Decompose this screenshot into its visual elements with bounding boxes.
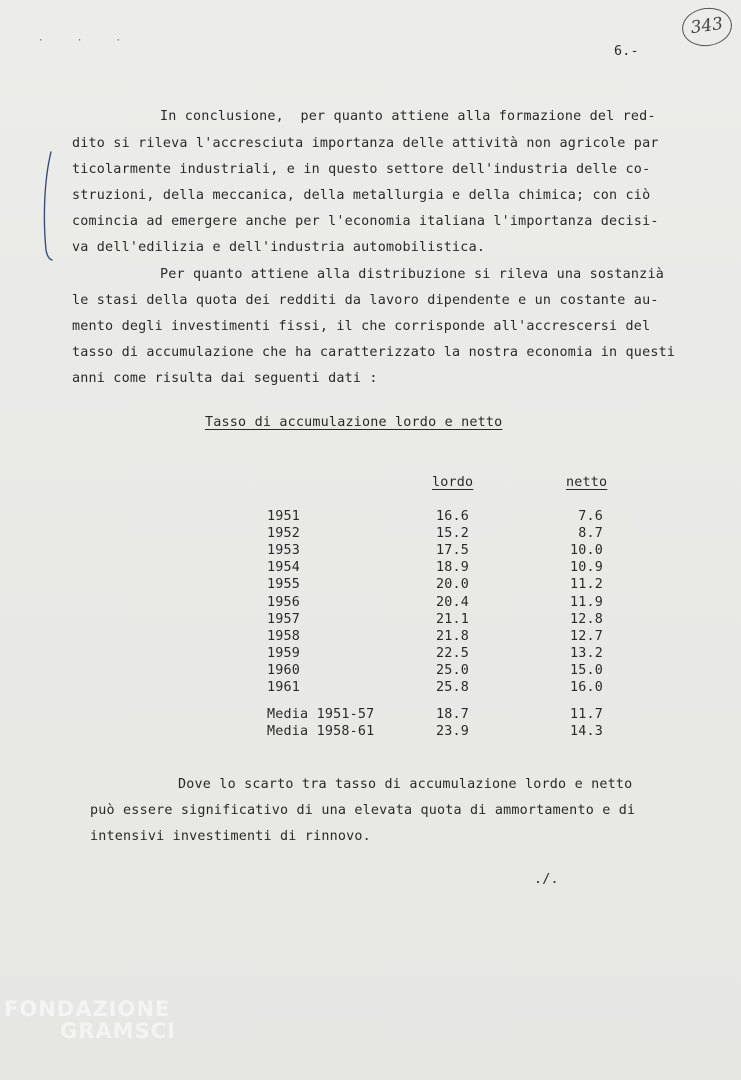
- cell-year: 1955: [267, 577, 301, 593]
- column-header-netto: netto: [566, 475, 608, 490]
- continuation-mark: ./.: [534, 872, 559, 887]
- cell-lordo: 17.5: [436, 543, 470, 559]
- table-title: Tasso di accumulazione lordo e netto: [205, 415, 503, 430]
- cell-netto: 10.0: [569, 543, 603, 559]
- cell-lordo: 20.4: [436, 594, 470, 610]
- page-number: 6.-: [614, 44, 639, 59]
- watermark-line-1: FONDAZIONE: [4, 997, 171, 1021]
- cell-lordo: 21.8: [436, 628, 470, 644]
- cell-lordo: 18.7: [436, 707, 470, 722]
- cell-year: 1954: [267, 560, 301, 576]
- cell-netto: 11.2: [569, 577, 603, 593]
- cell-lordo: 21.1: [436, 611, 470, 627]
- cell-lordo: 23.9: [436, 724, 470, 740]
- column-header-lordo: lordo: [432, 475, 474, 490]
- cell-netto: 12.8: [569, 611, 603, 627]
- paragraph1-line-6: va dell'edilizia e dell'industria automobilistica.: [72, 240, 486, 255]
- paragraph2-line-5: anni come risulta dai seguenti dati :: [72, 371, 378, 386]
- paragraph3-line-1: Dove lo scarto tra tasso di accumulazione lordo e netto: [178, 777, 633, 792]
- watermark-logo: [4, 998, 176, 1042]
- paragraph1-line-2: dito si rileva l'accresciuta importanza delle attività non agricole par: [72, 136, 659, 151]
- paragraph2-line-1: Per quanto attiene alla distribuzione si rileva una sostanzià: [160, 267, 664, 282]
- cell-average-label: Media 1958-61: [267, 724, 375, 740]
- cell-netto: 16.0: [569, 680, 603, 695]
- cell-average-label: Media 1951-57: [267, 707, 375, 722]
- margin-pencil-mark: [40, 150, 56, 262]
- paper-specks: · · ·: [38, 36, 136, 46]
- cell-year: 1958: [267, 628, 301, 644]
- cell-netto: 13.2: [569, 645, 603, 661]
- cell-year: 1951: [267, 509, 301, 524]
- cell-lordo: 16.6: [436, 509, 470, 524]
- cell-year: 1956: [267, 594, 301, 610]
- cell-lordo: 20.0: [436, 577, 470, 593]
- cell-netto: 14.3: [569, 724, 603, 740]
- paragraph2-line-4: tasso di accumulazione che ha caratterizzato la nostra economia in questi: [72, 345, 676, 360]
- watermark-line-2: GRAMSCI: [60, 1019, 176, 1043]
- cell-netto: 11.7: [569, 707, 603, 722]
- cell-year: 1952: [267, 526, 301, 542]
- cell-year: 1953: [267, 543, 301, 559]
- cell-lordo: 18.9: [436, 560, 470, 576]
- paragraph1-line-4: struzioni, della meccanica, della metallurgia e della chimica; con ciò: [72, 188, 651, 203]
- cell-lordo: 25.0: [436, 662, 470, 678]
- cell-year: 1961: [267, 680, 301, 695]
- cell-netto: 8.7: [578, 526, 603, 542]
- paragraph1-line-1: In conclusione, per quanto attiene alla formazione del red-: [160, 109, 656, 124]
- cell-lordo: 25.8: [436, 680, 470, 695]
- cell-netto: 12.7: [569, 628, 603, 644]
- paragraph1-line-3: ticolarmente industriali, e in questo settore dell'industria delle co-: [72, 162, 651, 177]
- cell-lordo: 15.2: [436, 526, 470, 542]
- cell-netto: 7.6: [578, 509, 603, 524]
- paragraph2-line-2: le stasi della quota dei redditi da lavoro dipendente e un costante au-: [72, 293, 659, 308]
- paragraph3-line-3: intensivi investimenti di rinnovo.: [90, 829, 371, 844]
- paragraph3-line-2: può essere significativo di una elevata quota di ammortamento e di: [90, 803, 636, 818]
- paragraph1-line-5: comincia ad emergere anche per l'economia italiana l'importanza decisi-: [72, 214, 659, 229]
- cell-year: 1957: [267, 611, 301, 627]
- cell-year: 1960: [267, 662, 301, 678]
- cell-netto: 15.0: [569, 662, 603, 678]
- cell-netto: 11.9: [569, 594, 603, 610]
- cell-year: 1959: [267, 645, 301, 661]
- archive-number-stamp: 343: [680, 5, 735, 50]
- cell-lordo: 22.5: [436, 645, 470, 661]
- paragraph2-line-3: mento degli investimenti fissi, il che corrisponde all'accrescersi del: [72, 319, 651, 334]
- cell-netto: 10.9: [569, 560, 603, 576]
